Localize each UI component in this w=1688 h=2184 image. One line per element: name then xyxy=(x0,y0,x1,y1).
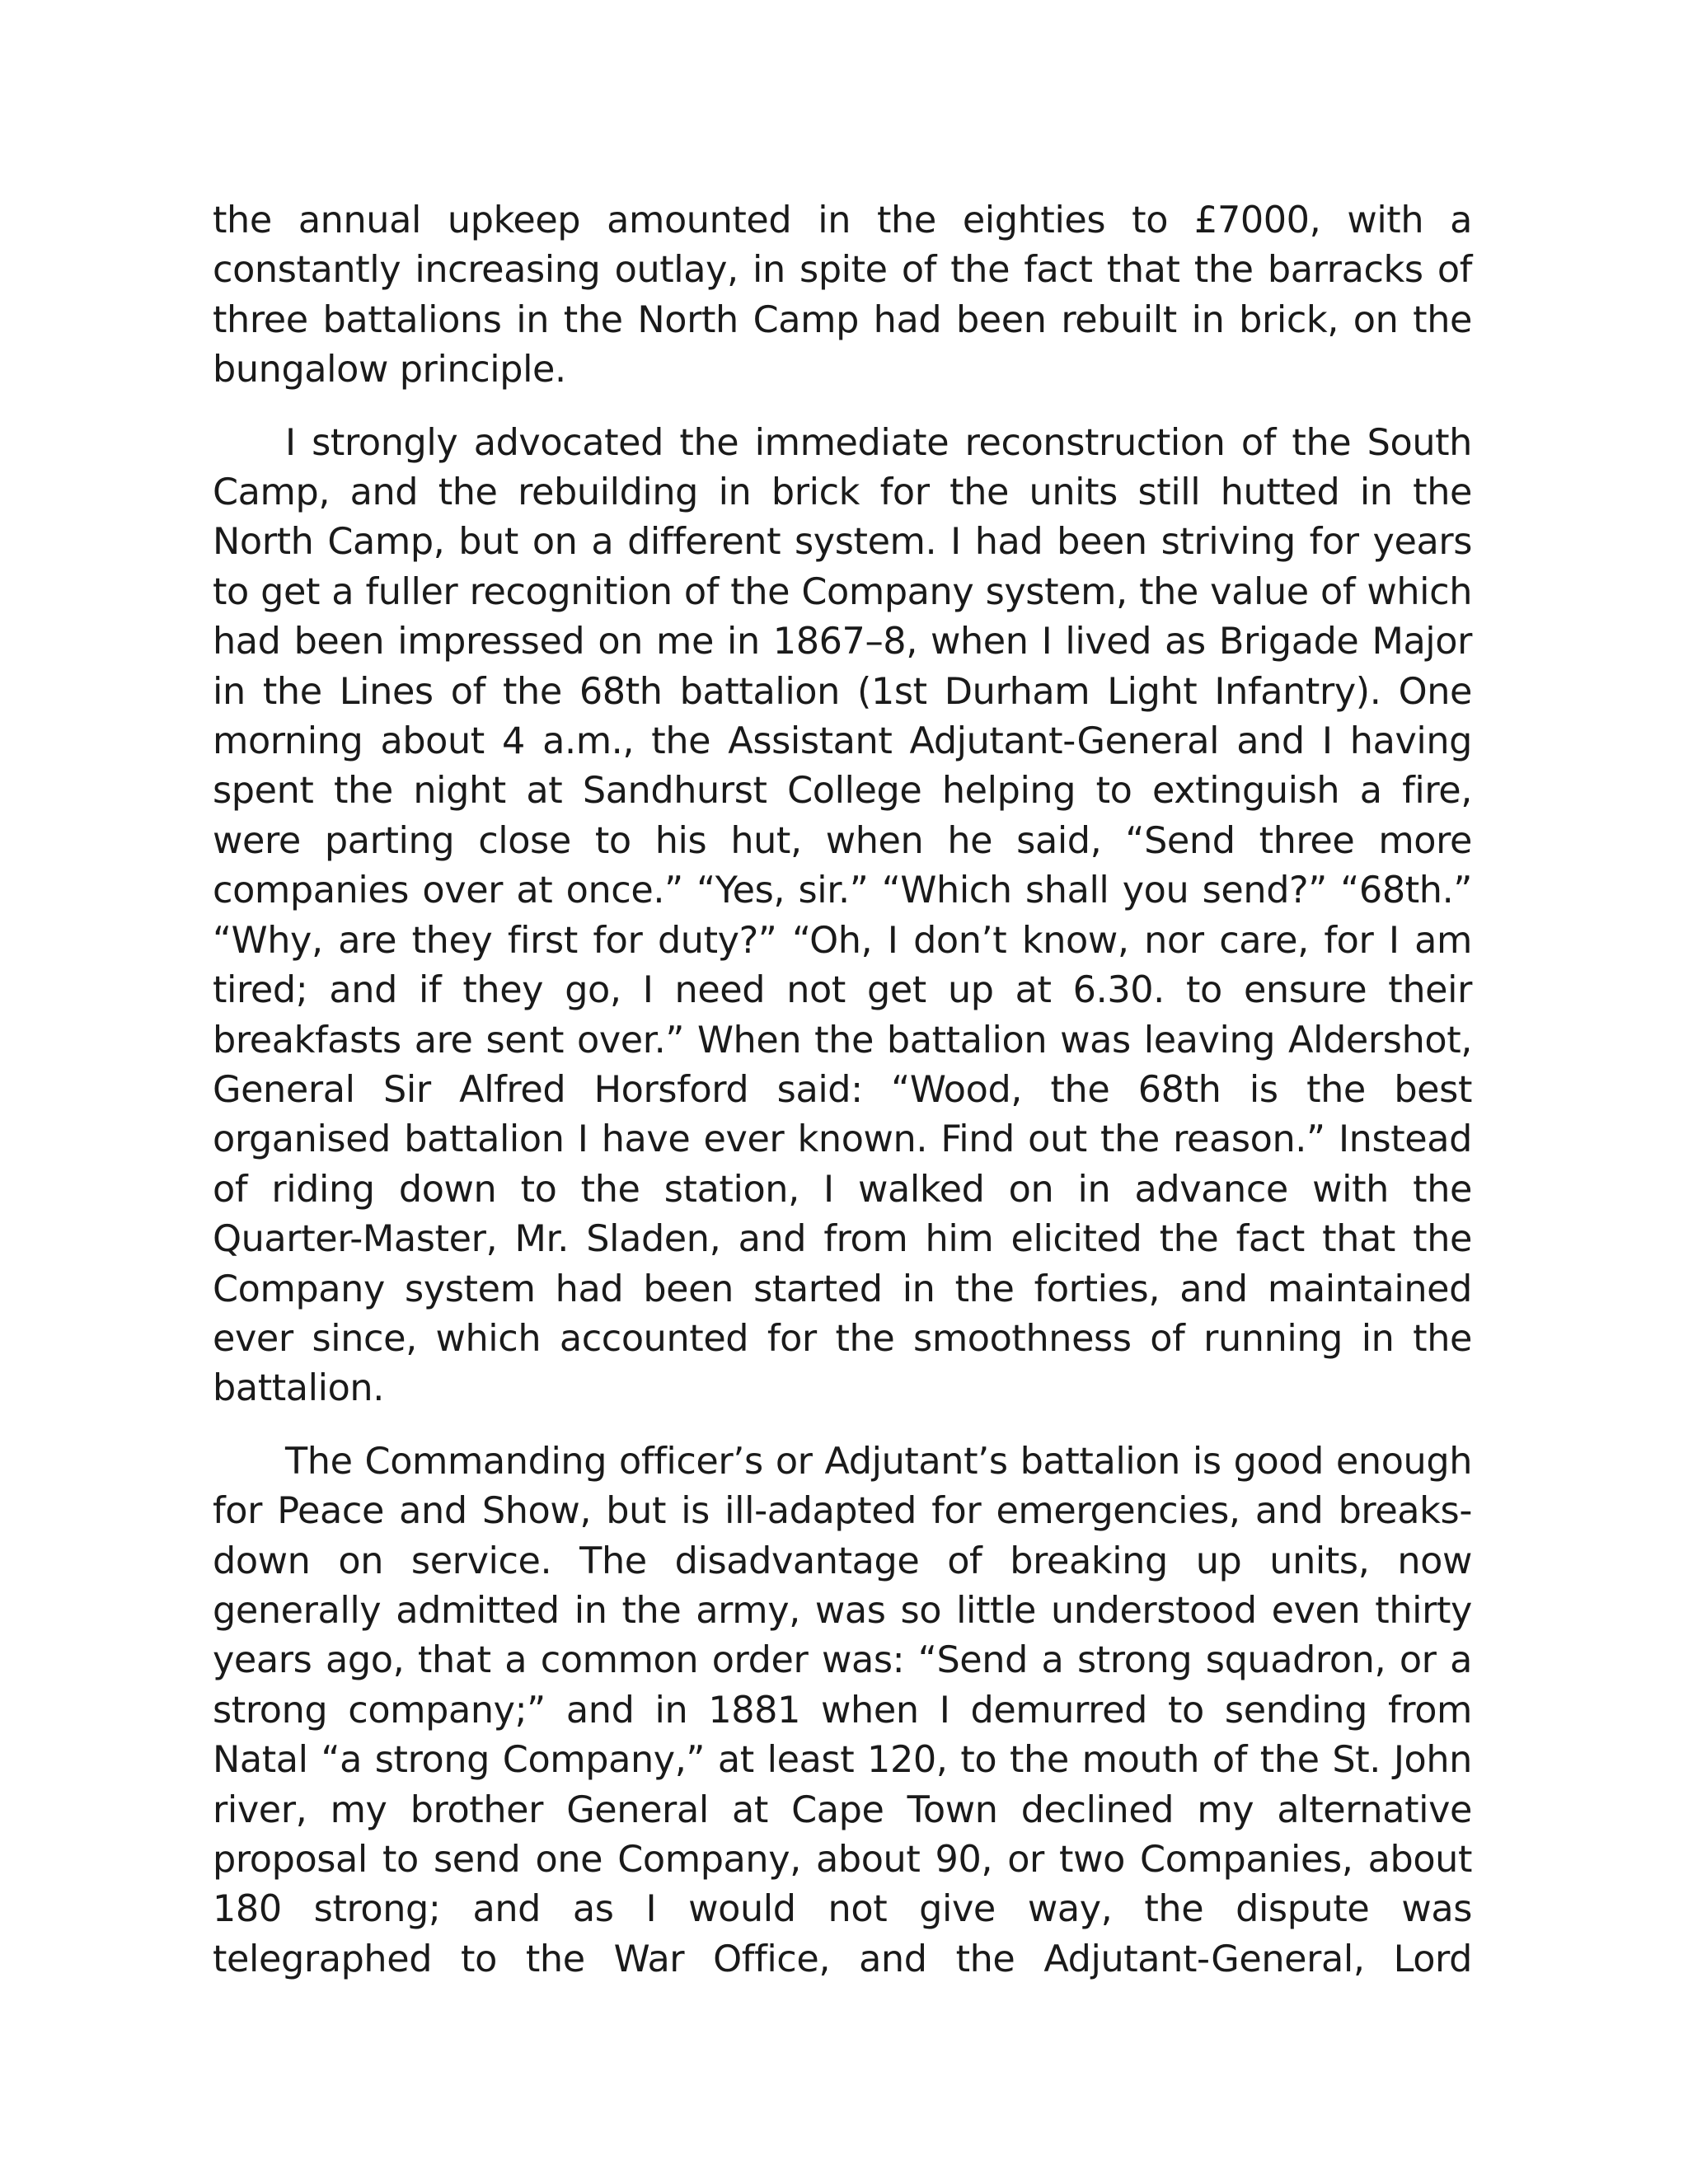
paragraph-upkeep: the annual upkeep amounted in the eighties to £7000, with a constantly increasing outlay, in spite of the fact that the barracks of three battalions in the North Camp had been rebuilt in brick, on the bungalow principle. xyxy=(213,199,1472,391)
paragraph-company-system: I strongly advocated the immediate reconstruction of the South Camp, and the rebuilding in brick for the units still hutted in the North Camp, but on a different system. I had been striving for years to get a fuller recognition of the Company system, the value of which had been impressed on me in 1867–8, when I lived as Brigade Major in the Lines of the 68th battalion (1st Durham Light Infantry). One morning about 4 a.m., the Assistant Adjutant-General and I having spent the night at Sandhurst College helping to extinguish a fire, were parting close to his hut, when he said, “Send three more companies over at once.” “Yes, sir.” “Which shall you send?” “68th.” “Why, are they first for duty?” “Oh, I don’t know, nor care, for I am tired; and if they go, I need not get up at 6.30. to ensure their breakfasts are sent over.” When the battalion was leaving Aldershot, General Sir Alfred Horsford said: “Wood, the 68th is the best organised battalion I have ever known. Find out the reason.” Instead of riding down to the station, I walked on in advance with the Quarter-Master, Mr. Sladen, and from him elicited the fact that the Company system had been started in the forties, and maintained ever since, which accounted for the smoothness of running in the battalion. xyxy=(213,421,1472,1410)
document-page xyxy=(213,196,1472,1985)
paragraph-commanding-officer: The Commanding officer’s or Adjutant’s battalion is good enough for Peace and Show, but is ill-adapted for emergencies, and breaks-down on service. The disadvantage of breaking up units, now generally admitted in the army, was so little understood even thirty years ago, that a common order was: “Send a strong squadron, or a strong company;” and in 1881 when I demurred to sending from Natal “a strong Company,” at least 120, to the mouth of the St. John river, my brother General at Cape Town declined my alternative proposal to send one Company, about 90, or two Companies, about 180 strong; and as I would not give way, the dispute was telegraphed to the War Office, and the Adjutant-General, Lord xyxy=(213,1440,1472,1980)
